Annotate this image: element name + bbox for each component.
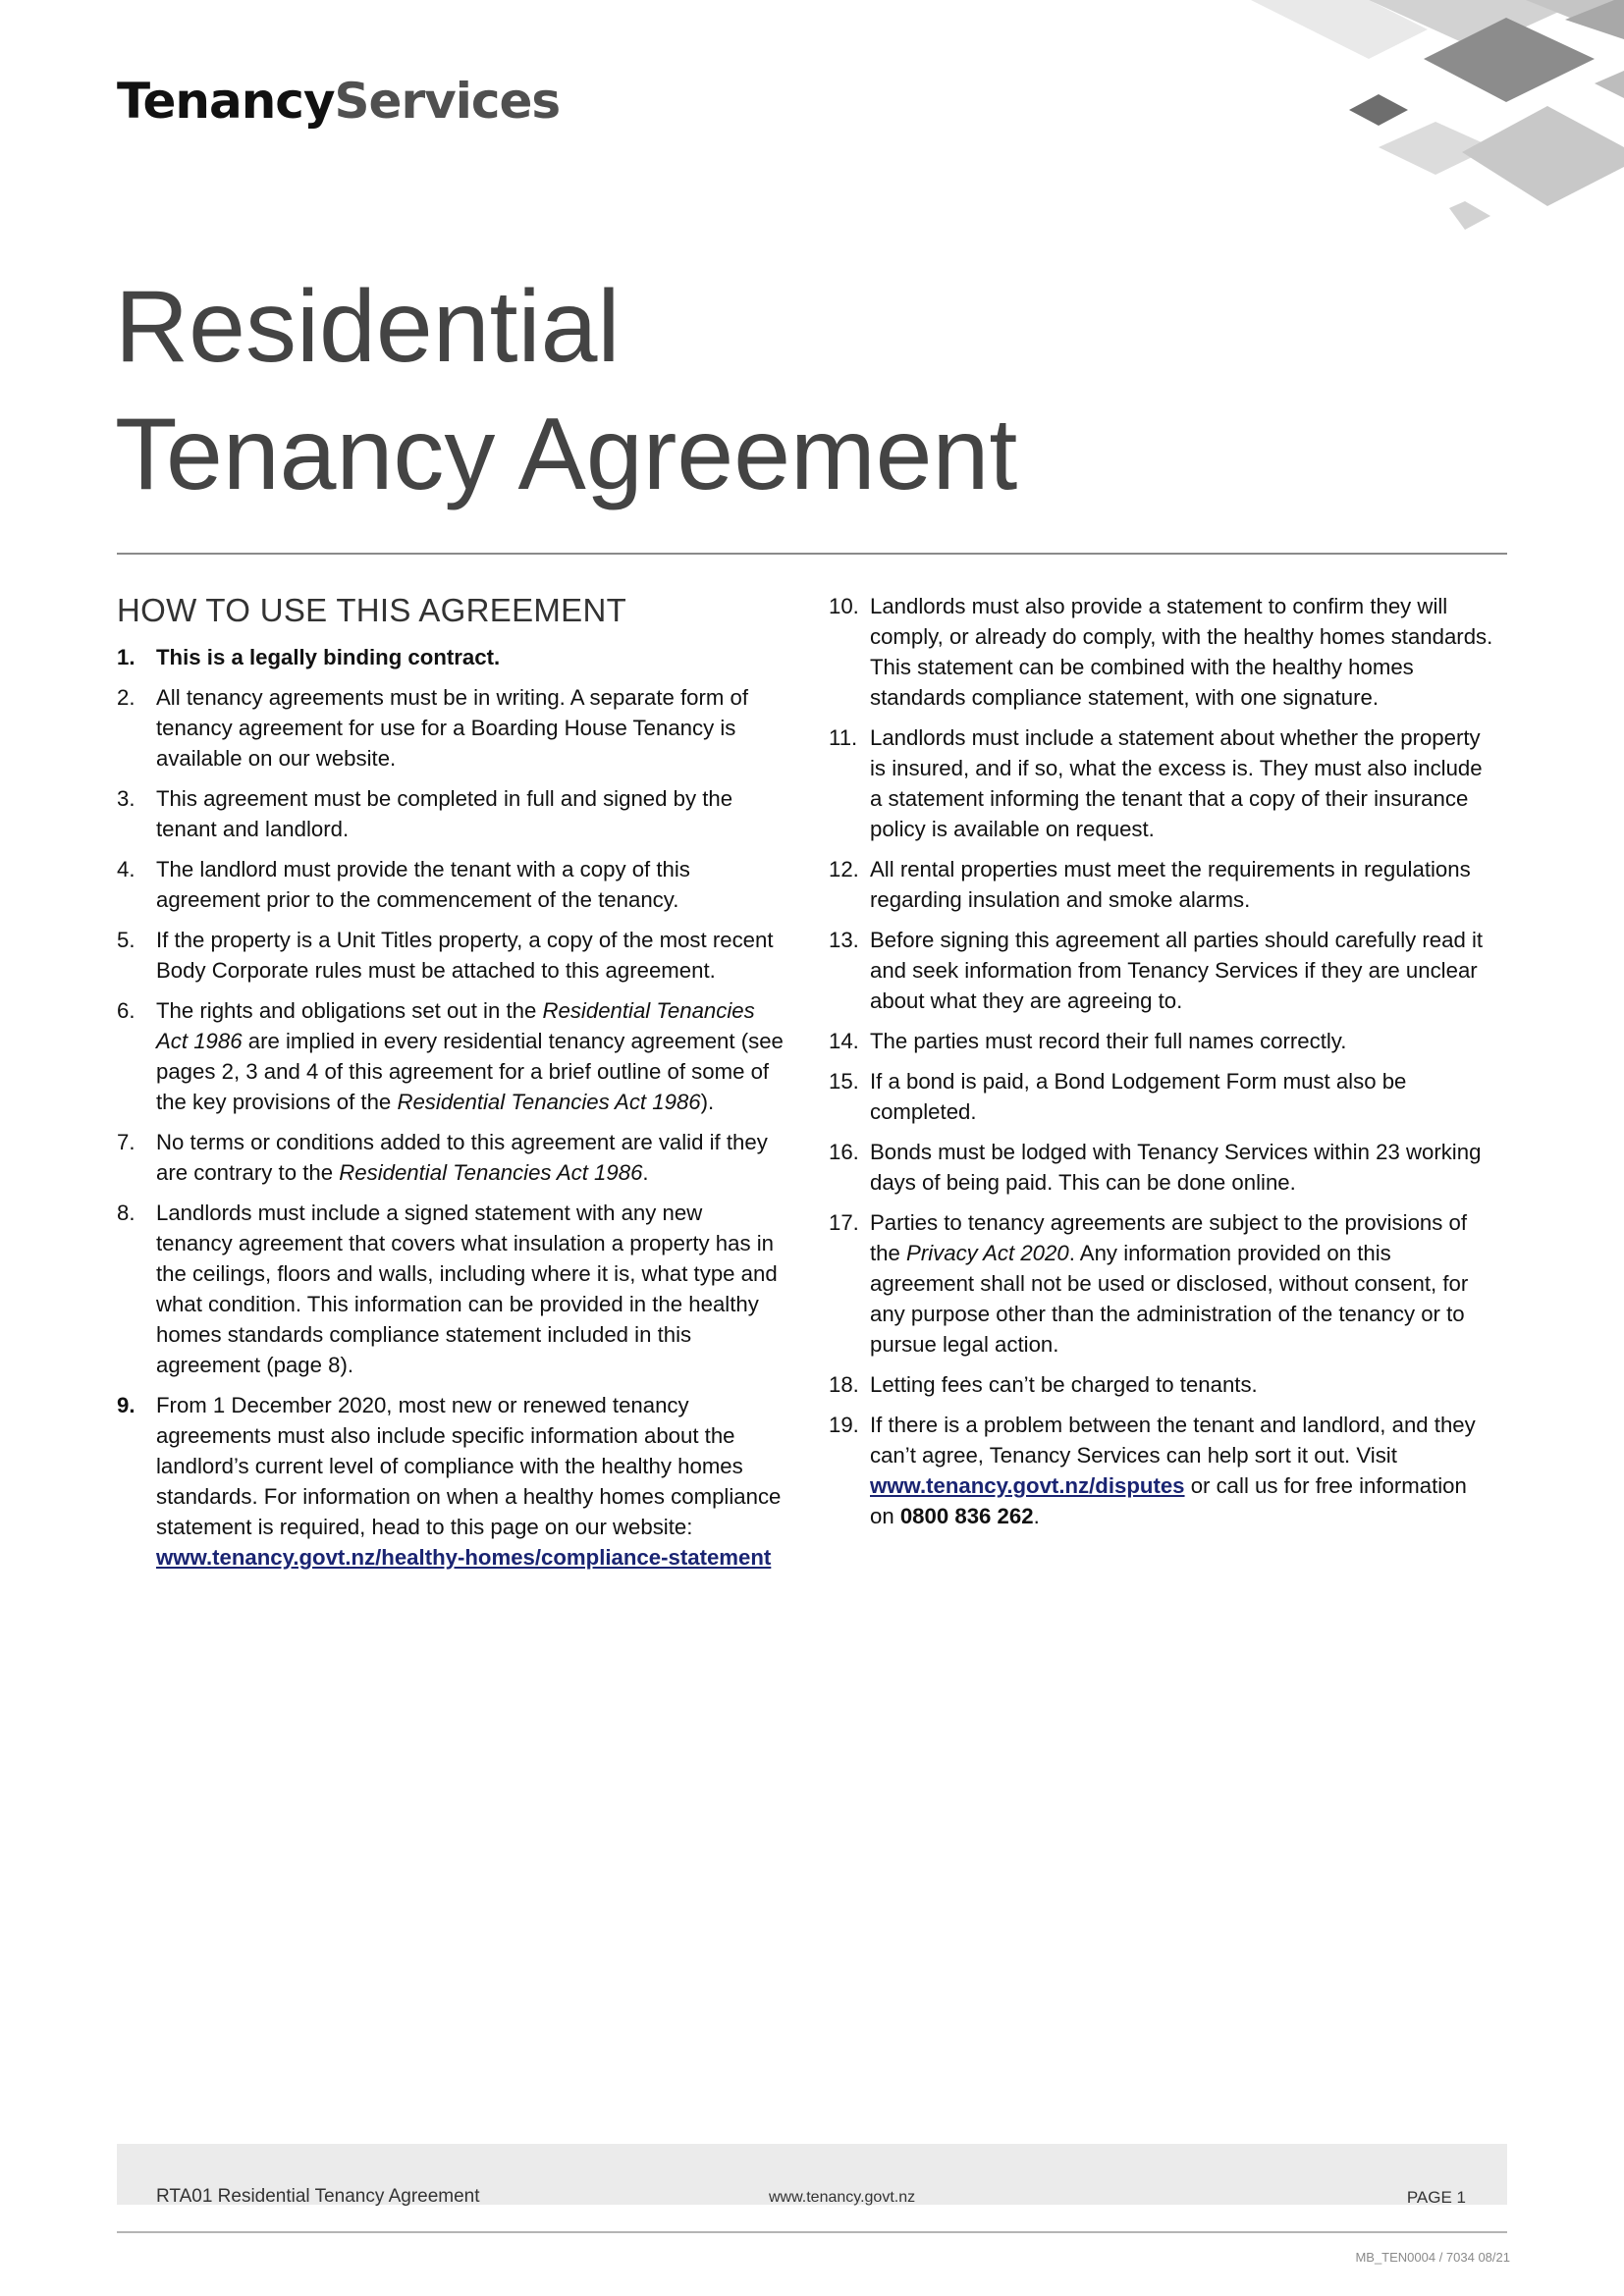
item-text-part: From 1 December 2020, most new or renewed tenancy agreements must also include specific information about the landlord’s current level of compliance with the healthy homes standards. For information on when a healthy homes compliance statement is required, head to this page on our website: <box>156 1393 782 1539</box>
item-text: This agreement must be completed in full and signed by the tenant and landlord. <box>156 786 733 841</box>
item-text-part: . <box>1033 1504 1040 1528</box>
item-number: 11. <box>829 725 858 750</box>
item-text-part: are implied in every residential tenancy agreement (see pages 2, 3 and 4 of this agreement for a brief outline of some of the key provisions of the <box>156 1029 784 1114</box>
item-text: Landlords must also provide a statement to confirm they will comply, or already do comply, with the healthy homes standards. This statement can be combined with the healthy homes standards compliance statement, with one signature. <box>870 594 1493 710</box>
item-text-part: Parties to tenancy agreements are subject to the provisions of the <box>870 1210 1468 1265</box>
item-text <box>870 1410 1496 1531</box>
act-citation: Privacy Act 2020 <box>906 1241 1069 1265</box>
item-text-part: . Any information provided on this agreement shall not be used or disclosed, without consent, for any purpose other than the administration of the tenancy or to pursue legal action. <box>870 1241 1469 1357</box>
decorative-diamonds-graphic <box>1231 0 1624 245</box>
act-citation: Residential Tenancies Act 1986 <box>156 998 755 1053</box>
item-number: 15. <box>829 1069 859 1094</box>
item-text-part: The rights and obligations set out in the <box>156 998 543 1023</box>
list-item <box>117 642 785 672</box>
list-item <box>829 925 1496 1016</box>
list-item <box>117 1198 785 1380</box>
item-text-part: . <box>642 1160 649 1185</box>
list-item <box>829 591 1496 713</box>
item-number: 4. <box>117 857 135 881</box>
list-item <box>829 1207 1496 1360</box>
item-number: 2. <box>117 685 135 710</box>
item-number: 19. <box>829 1413 859 1437</box>
list-item <box>829 854 1496 915</box>
list-item <box>829 1026 1496 1056</box>
item-text <box>156 1390 785 1573</box>
logo-text-services: Services <box>334 73 561 130</box>
item-text: If a bond is paid, a Bond Lodgement Form must also be completed. <box>870 1069 1407 1124</box>
item-number: 8. <box>117 1201 135 1225</box>
item-text: If the property is a Unit Titles property, a copy of the most recent Body Corporate rules must be attached to this agreement. <box>156 928 774 983</box>
left-column <box>117 589 785 1582</box>
page-footer <box>117 2144 1507 2205</box>
item-text-part: No terms or conditions added to this agreement are valid if they are contrary to the <box>156 1130 768 1185</box>
item-text: Letting fees can’t be charged to tenants. <box>870 1372 1258 1397</box>
item-number: 10. <box>829 594 859 618</box>
disputes-link[interactable]: www.tenancy.govt.nz/disputes <box>870 1473 1185 1498</box>
list-item <box>829 1410 1496 1531</box>
item-text-part: ). <box>700 1090 715 1114</box>
list-item <box>117 1127 785 1188</box>
header-divider <box>117 553 1507 555</box>
footer-document-name: RTA01 Residential Tenancy Agreement <box>156 2186 480 2207</box>
list-item <box>829 1369 1496 1400</box>
footer-website: www.tenancy.govt.nz <box>769 2189 916 2206</box>
list-item <box>829 1137 1496 1198</box>
item-text: Bonds must be lodged with Tenancy Services within 23 working days of being paid. This can be done online. <box>870 1140 1482 1195</box>
tenancy-services-logo <box>117 73 561 130</box>
item-text <box>156 995 785 1117</box>
list-item <box>829 722 1496 844</box>
item-number: 17. <box>829 1210 859 1235</box>
item-text: All tenancy agreements must be in writing. A separate form of tenancy agreement for use for a Boarding House Tenancy is available on our website. <box>156 685 749 771</box>
list-item <box>829 1066 1496 1127</box>
list-item <box>117 995 785 1117</box>
item-number: 18. <box>829 1372 859 1397</box>
page-title <box>115 263 1017 518</box>
item-number: 9. <box>117 1393 135 1417</box>
list-item <box>117 854 785 915</box>
item-text: Before signing this agreement all parties should carefully read it and seek information from Tenancy Services if they are unclear about what they are agreeing to. <box>870 928 1484 1013</box>
phone-number: 0800 836 262 <box>899 1504 1034 1528</box>
document-code: MB_TEN0004 / 7034 08/21 <box>1355 2250 1510 2265</box>
item-number: 7. <box>117 1130 135 1154</box>
item-text: All rental properties must meet the requirements in regulations regarding insulation and smoke alarms. <box>870 857 1471 912</box>
item-text-part: or call us for free information on <box>870 1473 1467 1528</box>
item-number: 1. <box>117 645 135 669</box>
act-citation: Residential Tenancies Act 1986 <box>397 1090 701 1114</box>
item-number: 12. <box>829 857 859 881</box>
act-citation: Residential Tenancies Act 1986 <box>339 1160 643 1185</box>
item-text <box>870 1207 1496 1360</box>
item-number: 6. <box>117 998 135 1023</box>
logo-text-tenancy: Tenancy <box>117 73 335 130</box>
item-number: 13. <box>829 928 859 952</box>
section-heading: HOW TO USE THIS AGREEMENT <box>117 592 627 628</box>
item-text: This is a legally binding contract. <box>156 645 501 669</box>
title-line-2: Tenancy Agreement <box>115 398 1018 511</box>
item-number: 3. <box>117 786 135 811</box>
list-item <box>117 682 785 774</box>
title-line-1: Residential <box>115 270 621 384</box>
item-text: The parties must record their full names correctly. <box>870 1029 1347 1053</box>
item-number: 5. <box>117 928 135 952</box>
compliance-statement-link[interactable]: www.tenancy.govt.nz/healthy-homes/compliance-statement <box>156 1545 772 1570</box>
item-text: Landlords must include a signed statement with any new tenancy agreement that covers what insulation a property has in the ceilings, floors and walls, including where it is, what type and what condition. This information can be provided in the healthy homes standards compliance statement included in this agreement (page 8). <box>156 1201 778 1377</box>
right-column <box>829 591 1496 1541</box>
list-item <box>117 1390 785 1573</box>
list-item <box>117 783 785 844</box>
item-number: 14. <box>829 1029 859 1053</box>
item-number: 16. <box>829 1140 859 1164</box>
instructions-list-right <box>829 591 1496 1531</box>
footer-divider <box>117 2231 1507 2233</box>
item-text-part: If there is a problem between the tenant and landlord, and they can’t agree, Tenancy Services can help sort it out. Visit <box>870 1413 1476 1468</box>
item-text <box>156 1127 785 1188</box>
item-text: Landlords must include a statement about whether the property is insured, and if so, what the excess is. They must also include a statement informing the tenant that a copy of their insurance policy is available on request. <box>870 725 1483 841</box>
instructions-list-left <box>117 642 785 1573</box>
list-item <box>117 925 785 986</box>
item-text: The landlord must provide the tenant with a copy of this agreement prior to the commencement of the tenancy. <box>156 857 690 912</box>
footer-page-number: PAGE 1 <box>1406 2188 1466 2207</box>
